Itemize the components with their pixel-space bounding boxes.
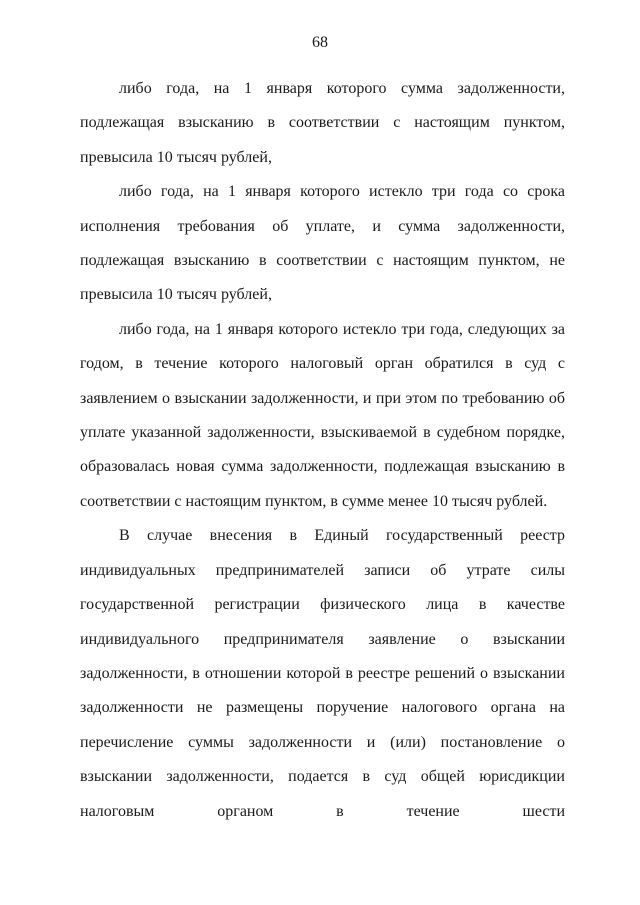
paragraph-2: либо года, на 1 января которого истекло три года со срока исполнения требования об уплате, и сумма задолженности, подлежащая взысканию в соответствии с настоящим пунктом, не превысила 10 тысяч рублей, — [80, 183, 565, 304]
paragraph-4: В случае внесения в Единый государственный реестр индивидуальных предпринимателей записи об утрате силы государственной регистрации физического лица в качестве индивидуального предпринимателя заявление о взыскании задолженности, в отношении которой в реестре решений о взыскании задолженности не размещены поручение налогового органа на перечисление суммы задолженности и (или) постановление о взыскании задолженности, подается в суд общей юрисдикции налоговым органом в течение шести — [80, 527, 565, 820]
page-number: 68 — [312, 34, 328, 51]
paragraph-1: либо года, на 1 января которого сумма задолженности, подлежащая взысканию в соответствии с настоящим пунктом, превысила 10 тысяч рублей, — [80, 80, 565, 166]
document-body — [80, 72, 565, 829]
paragraph-3: либо года, на 1 января которого истекло три года, следующих за годом, в течение которого налоговый орган обратился в суд с заявлением о взыскании задолженности, и при этом по требованию об уплате указанной задолженности, взыскиваемой в судебном порядке, образовалась новая сумма задолженности, подлежащая взысканию в соответствии с настоящим пунктом, в сумме менее 10 тысяч рублей. — [80, 320, 565, 510]
